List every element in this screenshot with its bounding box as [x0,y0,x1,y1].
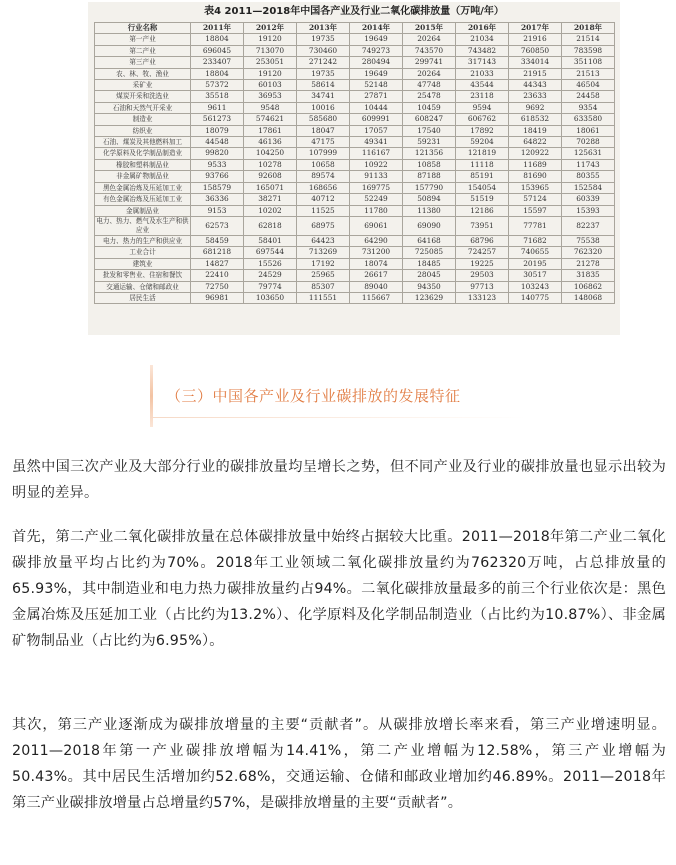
table-row [95,205,615,216]
emission-value-cell: 783598 [562,45,615,56]
emission-value-cell: 11380 [403,205,456,216]
emission-value-cell: 89040 [350,281,403,292]
emission-value-cell: 18047 [297,125,350,136]
table-row [95,80,615,91]
emission-value-cell: 25478 [403,91,456,102]
emission-value-cell: 72750 [191,281,244,292]
table-row [95,114,615,125]
header-year: 2012年 [244,23,297,34]
emission-value-cell: 21033 [456,68,509,79]
emission-value-cell: 19120 [244,34,297,45]
row-industry-name: 非金属矿物制品业 [95,171,191,182]
emission-value-cell: 21916 [509,34,562,45]
emission-value-cell: 9611 [191,102,244,113]
emission-value-cell: 47748 [403,80,456,91]
emission-value-cell: 609991 [350,114,403,125]
emission-value-cell: 116167 [350,148,403,159]
emission-value-cell: 28045 [403,270,456,281]
emission-value-cell: 27871 [350,91,403,102]
emission-value-cell: 561273 [191,114,244,125]
emission-value-cell: 70288 [562,137,615,148]
emission-value-cell: 24529 [244,270,297,281]
emission-value-cell: 29503 [456,270,509,281]
emission-value-cell: 75538 [562,235,615,246]
emission-value-cell: 19649 [350,34,403,45]
table-row [95,102,615,113]
emission-value-cell: 85307 [297,281,350,292]
emission-value-cell: 696045 [191,45,244,56]
row-industry-name: 纺织业 [95,125,191,136]
emission-value-cell: 21278 [562,258,615,269]
emission-value-cell: 19225 [456,258,509,269]
emission-value-cell: 334014 [509,57,562,68]
emission-value-cell: 68975 [297,216,350,235]
table-row [95,159,615,170]
emission-value-cell: 23118 [456,91,509,102]
emission-value-cell: 317143 [456,57,509,68]
paragraph-intro: 虽然中国三次产业及大部分行业的碳排放量均呈增长之势，但不同产业及行业的碳排放量也显示出较为明显的差异。 [12,459,666,501]
emission-value-cell: 19649 [350,68,403,79]
emission-value-cell: 280494 [350,57,403,68]
emission-value-cell: 59204 [456,137,509,148]
emission-value-cell: 233407 [191,57,244,68]
table-row [95,216,615,235]
emission-value-cell: 740655 [509,247,562,258]
emission-value-cell: 11118 [456,159,509,170]
emission-value-cell: 50894 [403,194,456,205]
emission-value-cell: 123629 [403,292,456,303]
table-row [95,258,615,269]
emission-value-cell: 21915 [509,68,562,79]
row-industry-name: 工业合计 [95,247,191,258]
emissions-table-figure [88,2,620,335]
emission-value-cell: 46504 [562,80,615,91]
emission-value-cell: 19735 [297,68,350,79]
header-year: 2016年 [456,23,509,34]
row-industry-name: 第一产业 [95,34,191,45]
section-heading-text: （三）中国各产业及行业碳排放的发展特征 [166,387,461,405]
emission-value-cell: 22410 [191,270,244,281]
table-row [95,281,615,292]
emission-value-cell: 59231 [403,137,456,148]
emission-value-cell: 21034 [456,34,509,45]
emission-value-cell: 18804 [191,34,244,45]
header-year: 2013年 [297,23,350,34]
row-industry-name: 农、林、牧、渔业 [95,68,191,79]
emission-value-cell: 11525 [297,205,350,216]
emission-value-cell: 92608 [244,171,297,182]
emission-value-cell: 57124 [509,194,562,205]
emission-value-cell: 97713 [456,281,509,292]
emission-value-cell: 574621 [244,114,297,125]
row-industry-name: 金属制品业 [95,205,191,216]
emission-value-cell: 51519 [456,194,509,205]
emission-value-cell: 10459 [403,102,456,113]
emission-value-cell: 10444 [350,102,403,113]
emission-value-cell: 21513 [562,68,615,79]
emission-value-cell: 18419 [509,125,562,136]
emission-value-cell: 121356 [403,148,456,159]
emission-value-cell: 103243 [509,281,562,292]
emission-value-cell: 64290 [350,235,403,246]
emission-value-cell: 9354 [562,102,615,113]
emission-value-cell: 24458 [562,91,615,102]
table-row [95,235,615,246]
emission-value-cell: 731200 [350,247,403,258]
emission-value-cell: 253051 [244,57,297,68]
emission-value-cell: 762320 [562,247,615,258]
paragraph-secondary-industry: 首先，第二产业二氧化碳排放量在总体碳排放量中始终占据较大比重。2011—2018年第二产业二氧化碳排放量平均占比约为70%。2018年工业领域二氧化碳排放量约为762320万吨，占总排放量的65.93%，其中制造业和电力热力碳排放量约占94%。二氧化碳排放量最多的前三个行业依次是：黑色金属冶炼及压延加工业（占比约为13.2%）、化学原料及化学制品制造业（占比约为10.87%）、非金属矿物制品业（占比约为6.95%）。 [12,529,666,649]
table-row [95,148,615,159]
emission-value-cell: 85191 [456,171,509,182]
emission-value-cell: 18061 [562,125,615,136]
emission-value-cell: 10278 [244,159,297,170]
emission-value-cell: 80355 [562,171,615,182]
row-industry-name: 有色金属冶炼及压延加工业 [95,194,191,205]
emission-value-cell: 18804 [191,68,244,79]
emission-value-cell: 10858 [403,159,456,170]
emission-value-cell: 34741 [297,91,350,102]
emission-value-cell: 10202 [244,205,297,216]
emission-value-cell: 9692 [509,102,562,113]
emission-value-cell: 133123 [456,292,509,303]
emission-value-cell: 44548 [191,137,244,148]
emission-value-cell: 10658 [297,159,350,170]
emission-value-cell: 730460 [297,45,350,56]
emission-value-cell: 46136 [244,137,297,148]
header-year: 2014年 [350,23,403,34]
emission-value-cell: 52249 [350,194,403,205]
row-industry-name: 黑色金属冶炼及压延加工业 [95,182,191,193]
emission-value-cell: 58614 [297,80,350,91]
emission-value-cell: 19735 [297,34,350,45]
emission-value-cell: 30517 [509,270,562,281]
emission-value-cell: 79774 [244,281,297,292]
emission-value-cell: 15597 [509,205,562,216]
emission-value-cell: 20195 [509,258,562,269]
table-title: 表4 2011—2018年中国各产业及行业二氧化碳排放量（万吨/年） [204,6,504,17]
emission-value-cell: 43544 [456,80,509,91]
emission-value-cell: 87188 [403,171,456,182]
emission-value-cell: 44343 [509,80,562,91]
row-industry-name: 制造业 [95,114,191,125]
table-row [95,125,615,136]
emission-value-cell: 17057 [350,125,403,136]
emission-value-cell: 681218 [191,247,244,258]
section-heading [150,365,526,427]
emission-value-cell: 20264 [403,68,456,79]
row-industry-name: 建筑业 [95,258,191,269]
header-industry-name: 行业名称 [95,23,191,34]
emission-value-cell: 82237 [562,216,615,235]
emission-value-cell: 17892 [456,125,509,136]
emission-value-cell: 58459 [191,235,244,246]
row-industry-name: 第三产业 [95,57,191,68]
table-row [95,247,615,258]
emission-value-cell: 111551 [297,292,350,303]
emission-value-cell: 697544 [244,247,297,258]
row-industry-name: 第二产业 [95,45,191,56]
emission-value-cell: 148068 [562,292,615,303]
emission-value-cell: 351108 [562,57,615,68]
emission-value-cell: 10016 [297,102,350,113]
table-row [95,171,615,182]
emission-value-cell: 17192 [297,258,350,269]
emission-value-cell: 60103 [244,80,297,91]
table-row [95,182,615,193]
emission-value-cell: 121819 [456,148,509,159]
table-row [95,34,615,45]
emission-value-cell: 18074 [350,258,403,269]
emission-value-cell: 18485 [403,258,456,269]
emission-value-cell: 96981 [191,292,244,303]
header-year: 2015年 [403,23,456,34]
emission-value-cell: 168656 [297,182,350,193]
emission-value-cell: 271242 [297,57,350,68]
emission-value-cell: 585680 [297,114,350,125]
emission-value-cell: 77781 [509,216,562,235]
emission-value-cell: 154054 [456,182,509,193]
row-industry-name: 橡胶和塑料制品业 [95,159,191,170]
emission-value-cell: 49341 [350,137,403,148]
emission-value-cell: 107999 [297,148,350,159]
emission-value-cell: 52148 [350,80,403,91]
table-row [95,270,615,281]
emission-value-cell: 152584 [562,182,615,193]
row-industry-name: 煤炭开采和洗选业 [95,91,191,102]
emission-value-cell: 57372 [191,80,244,91]
emission-value-cell: 36953 [244,91,297,102]
emission-value-cell: 10922 [350,159,403,170]
emission-value-cell: 20264 [403,34,456,45]
emission-value-cell: 120922 [509,148,562,159]
emission-value-cell: 69090 [403,216,456,235]
row-industry-name: 石油和天然气开采业 [95,102,191,113]
header-year: 2018年 [562,23,615,34]
row-industry-name: 交通运输、仓储和邮政业 [95,281,191,292]
emission-value-cell: 158579 [191,182,244,193]
emission-value-cell: 11780 [350,205,403,216]
table-row [95,68,615,79]
table-row [95,194,615,205]
emission-value-cell: 169775 [350,182,403,193]
row-industry-name: 电力、热力、燃气及水生产和供应业 [96,217,189,234]
emission-value-cell: 89574 [297,171,350,182]
emission-value-cell: 19120 [244,68,297,79]
emission-value-cell: 40712 [297,194,350,205]
emission-value-cell: 17861 [244,125,297,136]
row-industry-name: 采矿业 [95,80,191,91]
emission-value-cell: 15393 [562,205,615,216]
emission-value-cell: 26617 [350,270,403,281]
emission-value-cell: 81690 [509,171,562,182]
emission-value-cell: 18079 [191,125,244,136]
table-header-row [95,23,615,34]
emission-value-cell: 91133 [350,171,403,182]
emission-value-cell: 9594 [456,102,509,113]
emission-value-cell: 94350 [403,281,456,292]
emission-value-cell: 73951 [456,216,509,235]
emission-value-cell: 165071 [244,182,297,193]
emission-value-cell: 62818 [244,216,297,235]
emission-value-cell: 35518 [191,91,244,102]
emission-value-cell: 21514 [562,34,615,45]
emission-value-cell: 713070 [244,45,297,56]
emission-value-cell: 15526 [244,258,297,269]
emission-value-cell: 14827 [191,258,244,269]
emission-value-cell: 760850 [509,45,562,56]
emission-value-cell: 9548 [244,102,297,113]
paragraph-tertiary-industry: 其次，第三产业逐渐成为碳排放增量的主要“贡献者”。从碳排放增长率来看，第三产业增速明显。2011—2018年第一产业碳排放增幅为14.41%，第二产业增幅为12.58%，第三产业增幅为50.43%。其中居民生活增加约52.68%，交通运输、仓储和邮政业增加约46.89%。2011—2018年第三产业碳排放增量占总增量约57%，是碳排放增量的主要“贡献者”。 [12,717,666,811]
emission-value-cell: 58401 [244,235,297,246]
emission-value-cell: 9153 [191,205,244,216]
emission-value-cell: 11689 [509,159,562,170]
emission-value-cell: 299741 [403,57,456,68]
emission-value-cell: 713269 [297,247,350,258]
table-row [95,91,615,102]
emission-value-cell: 69061 [350,216,403,235]
emission-value-cell: 47175 [297,137,350,148]
heading-underline [150,417,526,418]
emission-value-cell: 12186 [456,205,509,216]
row-industry-name: 批发和零售业、住宿和餐饮 [95,270,191,281]
table-row [95,292,615,303]
emission-value-cell: 115667 [350,292,403,303]
emission-value-cell: 64423 [297,235,350,246]
emission-value-cell: 62573 [191,216,244,235]
emission-value-cell: 743570 [403,45,456,56]
emissions-table [94,22,615,304]
emission-value-cell: 104250 [244,148,297,159]
emission-value-cell: 60339 [562,194,615,205]
emission-value-cell: 25965 [297,270,350,281]
emission-value-cell: 38271 [244,194,297,205]
emission-value-cell: 93766 [191,171,244,182]
emission-value-cell: 64168 [403,235,456,246]
emission-value-cell: 743482 [456,45,509,56]
row-industry-name: 电力、热力的生产和供应业 [95,235,191,246]
emission-value-cell: 618532 [509,114,562,125]
row-industry-name: 化学原料及化学制品制造业 [95,148,191,159]
emission-value-cell: 749273 [350,45,403,56]
emission-value-cell: 724257 [456,247,509,258]
emission-value-cell: 17540 [403,125,456,136]
emission-value-cell: 71682 [509,235,562,246]
emission-value-cell: 31835 [562,270,615,281]
emission-value-cell: 68796 [456,235,509,246]
row-industry-name: 居民生活 [95,292,191,303]
emission-value-cell: 36336 [191,194,244,205]
emission-value-cell: 725085 [403,247,456,258]
emission-value-cell: 11743 [562,159,615,170]
header-year: 2011年 [191,23,244,34]
header-year: 2017年 [509,23,562,34]
emission-value-cell: 125631 [562,148,615,159]
emission-value-cell: 106862 [562,281,615,292]
emission-value-cell: 99820 [191,148,244,159]
table-row [95,57,615,68]
emission-value-cell: 633580 [562,114,615,125]
row-industry-name: 石油、煤炭及其他燃料加工 [95,137,191,148]
emission-value-cell: 157790 [403,182,456,193]
emission-value-cell: 64822 [509,137,562,148]
emission-value-cell: 153965 [509,182,562,193]
emission-value-cell: 140775 [509,292,562,303]
emission-value-cell: 608247 [403,114,456,125]
emission-value-cell: 23633 [509,91,562,102]
emission-value-cell: 9533 [191,159,244,170]
emission-value-cell: 606762 [456,114,509,125]
emission-value-cell: 103650 [244,292,297,303]
table-row [95,45,615,56]
table-row [95,137,615,148]
